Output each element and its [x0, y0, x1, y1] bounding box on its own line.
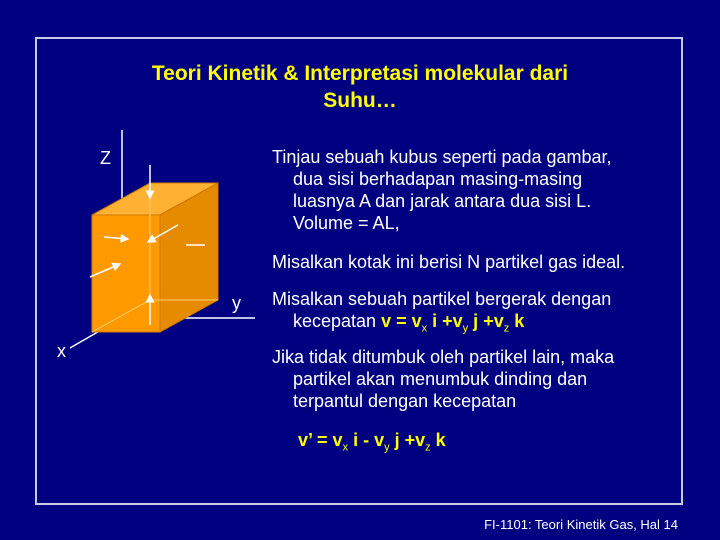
p1-line-3: luasnya A dan jarak antara dua sisi L. — [293, 191, 592, 211]
y-axis-label: y — [232, 293, 241, 313]
p2-line: Misalkan kotak ini berisi N partikel gas ideal. — [272, 252, 626, 272]
p3-prefix: kecepatan — [293, 311, 382, 331]
p4-line-3: terpantul dengan kecepatan — [293, 391, 517, 411]
paragraph-collision — [272, 346, 672, 412]
title-line-2: Suhu… — [323, 89, 397, 112]
slide-footer: FI-1101: Teori Kinetik Gas, Hal 14 — [484, 517, 678, 532]
velocity-formula: $v = v_x$ $i +v_y$ $j +v_z$ k — [381, 311, 525, 335]
p1-line-2: dua sisi berhadapan masing-masing — [293, 169, 583, 189]
p1-line-1: Tinjau sebuah kubus seperti pada gambar, — [272, 147, 612, 167]
x-axis-label: x — [57, 341, 66, 361]
p4-line-2: partikel akan menumbuk dinding dan — [293, 369, 588, 389]
reflected-velocity-formula: v’ = $v_x$ i - $v_y$ $j +v_z$ k — [298, 430, 446, 454]
paragraph-cube-description — [272, 146, 672, 234]
paragraph-particle-count — [272, 251, 672, 273]
z-axis-label: Z — [100, 148, 111, 168]
p3-line-1: Misalkan sebuah partikel bergerak dengan — [272, 289, 612, 309]
paragraph-velocity — [272, 288, 672, 340]
p3-line-2 — [272, 310, 672, 340]
p4-line-1: Jika tidak ditumbuk oleh partikel lain, maka — [272, 347, 615, 367]
title-line-1: Teori Kinetik & Interpretasi molekular dari — [151, 62, 569, 85]
p1-line-4: Volume = AL, — [293, 213, 400, 233]
